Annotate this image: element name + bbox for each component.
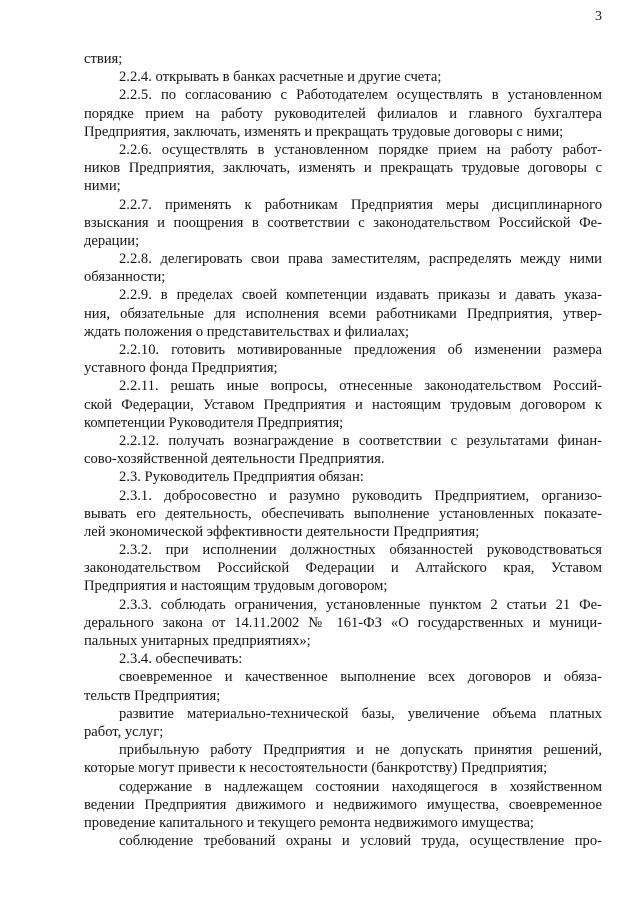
text-line: порядке прием на работу руководителей филиалов и главного бухгалтера (84, 105, 602, 122)
text-line: содержание в надлежащем состоянии находящегося в хозяйственном (119, 778, 602, 795)
text-line: работ, услуг; (84, 723, 164, 740)
text-line: 2.3. Руководитель Предприятия обязан: (119, 469, 364, 486)
text-line: ской Федерации, Уставом Предприятия и настоящим трудовым договором к (84, 396, 602, 413)
text-line: развитие материально-технической базы, увеличение объема платных (119, 705, 602, 722)
text-line: законодательством Российской Федерации и Алтайского края, Уставом (84, 560, 602, 577)
text-line: 2.2.9. в пределах своей компетенции издавать приказы и давать указа- (119, 287, 602, 304)
text-line: 2.3.4. обеспечивать: (119, 651, 243, 668)
text-line: пальных унитарных предприятиях»; (84, 633, 311, 649)
text-line: 2.2.5. по согласованию с Работодателем осуществлять в установленном (119, 87, 602, 104)
text-line: ников Предприятия, заключать, изменять и прекращать трудовые договоры с (84, 160, 602, 177)
text-line: ведении Предприятия движимого и недвижимого имущества, своевременное (84, 796, 602, 813)
text-line: прибыльную работу Предприятия и не допускать принятия решений, (119, 742, 602, 759)
text-line: 2.3.1. добросовестно и разумно руководить Предприятием, организо- (119, 487, 602, 504)
text-line: Предприятия и настоящим трудовым договором; (84, 578, 388, 595)
page-number: 3 (595, 9, 602, 24)
text-line: дерации; (84, 232, 140, 249)
text-line: тельств Предприятия; (84, 687, 221, 704)
text-line: ствия; (84, 51, 123, 67)
text-line: компетенции Руководителя Предприятия; (84, 414, 344, 431)
text-line: дерального закона от 14.11.2002 № 161-ФЗ «О государственных и муници- (84, 614, 602, 631)
document-body (84, 50, 602, 850)
text-line: 2.2.12. получать вознаграждение в соответствии с результатами финан- (119, 432, 602, 449)
text-line: лей экономической эффективности деятельности Предприятия; (84, 523, 480, 540)
text-line: которые могут привести к несостоятельности (банкротству) Предприятия; (84, 760, 548, 777)
text-line: вывать его деятельность, обеспечивать выполнение установленных показате- (84, 505, 602, 522)
text-line: Предприятия, заключать, изменять и прекращать трудовые договоры с ними; (84, 123, 564, 140)
text-line: сово-хозяйственной деятельности Предприятия. (84, 451, 385, 468)
text-line: 2.2.4. открывать в банках расчетные и другие счета; (119, 69, 442, 86)
text-line: уставного фонда Предприятия; (84, 360, 278, 377)
text-line: своевременное и качественное выполнение всех договоров и обяза- (119, 669, 602, 686)
text-line: 2.2.10. готовить мотивированные предложения об изменении размера (119, 342, 602, 358)
text-line: обязанности; (84, 269, 166, 286)
text-line: соблюдение требований охраны и условий труда, осуществление про- (119, 833, 602, 850)
text-line: 2.3.3. соблюдать ограничения, установленные пунктом 2 статьи 21 Фе- (119, 596, 602, 613)
text-line: проведение капитального и текущего ремонта недвижимого имущества; (84, 814, 534, 831)
text-line: взыскания и поощрения в соответствии с законодательством Российской Фе- (84, 214, 602, 231)
text-line: ния, обязательные для исполнения всеми работниками Предприятия, утвер- (84, 305, 602, 322)
text-line: ждать положения о представительствах и филиалах; (84, 323, 410, 340)
text-line: ними; (84, 178, 121, 195)
text-line: 2.2.6. осуществлять в установленном порядке прием на работу работ- (119, 141, 602, 158)
text-line: 2.2.8. делегировать свои права заместителям, распределять между ними (119, 251, 602, 268)
text-line: 2.2.11. решать иные вопросы, отнесенные законодательством Россий- (119, 378, 602, 395)
text-line: 2.2.7. применять к работникам Предприятия меры дисциплинарного (119, 196, 602, 213)
text-line: 2.3.2. при исполнении должностных обязанностей руководствоваться (119, 542, 602, 559)
